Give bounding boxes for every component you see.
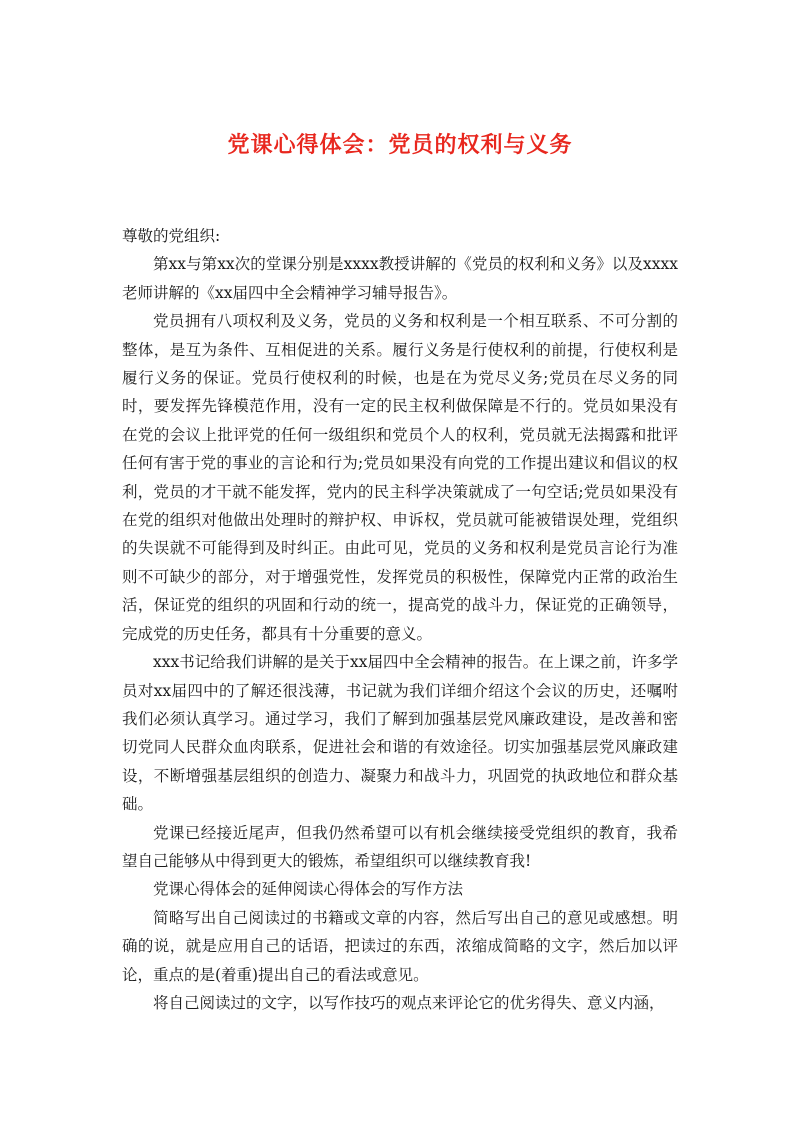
- paragraph-writing-method: 简略写出自己阅读过的书籍或文章的内容，然后写出自己的意见或感想。明确的说，就是应用自己的话语，把读过的东西，浓缩成简略的文字，然后加以评论，重点的是(着重)提出自己的看法或意见。: [122, 908, 678, 984]
- paragraph-plenum-report: xxx书记给我们讲解的是关于xx届四中全会精神的报告。在上课之前，许多学员对xx届四中的了解还很浅薄，书记就为我们详细介绍这个会议的历史，还嘱咐我们必须认真学习。通过学习，我们了解到加强基层党风廉政建设，是改善和密切党同人民群众血肉联系，促进社会和谐的有效途径。切实加强基层党风廉政建设，不断增强基层组织的创造力、凝聚力和战斗力，巩固党的执政地位和群众基础。: [122, 653, 678, 814]
- paragraph-rights-duties: 党员拥有八项权利及义务，党员的义务和权利是一个相互联系、不可分割的整体，是互为条件、互相促进的关系。履行义务是行使权利的前提，行使权利是履行义务的保证。党员行使权利的时候，也是在为党尽义务;党员在尽义务的同时，要发挥先锋模范作用，没有一定的民主权利做保障是不行的。党员如果没有在党的会议上批评党的任何一级组织和党员个人的权利，党员就无法揭露和批评任何有害于党的事业的言论和行为;党员如果没有向党的工作提出建议和倡议的权利，党员的才干就不能发挥，党内的民主科学决策就成了一句空话;党员如果没有在党的组织对他做出处理时的辩护权、申诉权，党员就可能被错误处理，党组织的失误就不可能得到及时纠正。由此可见，党员的义务和权利是党员言论行为准则不可缺少的部分，对于增强党性，发挥党员的积极性，保障党内正常的政治生活，保证党的组织的巩固和行动的统一，提高党的战斗力，保证党的正确领导，完成党的历史任务，都具有十分重要的意义。: [122, 312, 678, 643]
- paragraph-extended-reading-heading: 党课心得体会的延伸阅读心得体会的写作方法: [153, 880, 464, 899]
- paragraph-evaluation: 将自己阅读过的文字，以写作技巧的观点来评论它的优劣得失、意义内涵，: [153, 993, 665, 1012]
- paragraph-closing: 党课已经接近尾声，但我仍然希望可以有机会继续接受党组织的教育，我希望自己能够从中得到更大的锻炼，希望组织可以继续教育我!: [122, 823, 678, 870]
- document-title: 党课心得体会：党员的权利与义务: [227, 132, 573, 158]
- document-body: [122, 222, 678, 1017]
- salutation: 尊敬的党组织:: [122, 227, 221, 245]
- paragraph-lecture-intro: 第xx与第xx次的堂课分别是xxxx教授讲解的《党员的权利和义务》以及xxxx老师讲解的《xx届四中全会精神学习辅导报告》。: [122, 255, 678, 302]
